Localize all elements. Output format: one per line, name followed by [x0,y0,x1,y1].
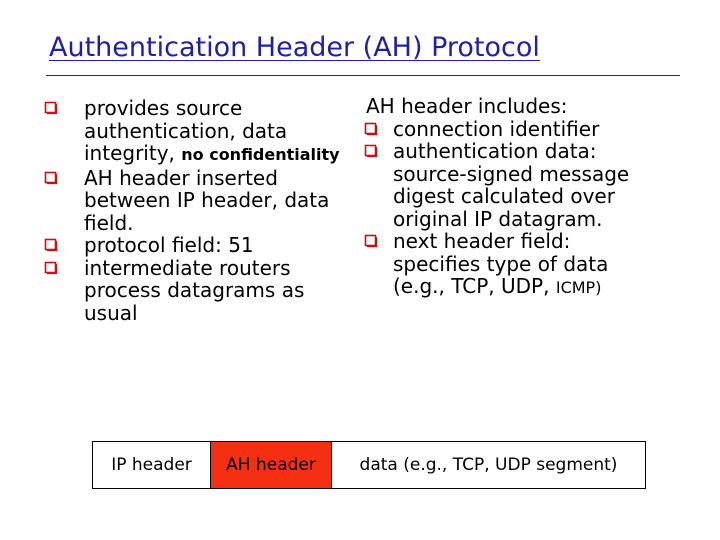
bullet-text: provides source authentication, data integrity, [84,96,288,165]
bullet-small-text: ICMP) [555,278,602,297]
bullet-icon [44,238,58,252]
ip-header-cell: IP header [93,442,211,488]
left-bullet-list [44,97,364,324]
bullet-text: intermediate routers process datagrams as usual [84,255,305,325]
bullet-icon [44,101,58,115]
datagram-diagram [92,441,646,489]
bullet-icon [44,261,58,275]
list-item [352,118,652,141]
bullet-emphasis: no confidentiality [181,145,340,164]
list-item [352,230,652,300]
list-item [352,140,652,230]
right-bullet-list [352,118,652,300]
list-item [44,167,364,235]
ah-header-cell: AH header [211,442,332,488]
title-divider [46,75,680,76]
list-item [44,257,364,325]
bullet-icon [364,122,378,136]
right-heading: AH header includes: [366,94,568,118]
data-cell: data (e.g., TCP, UDP segment) [359,455,618,475]
bullet-icon [44,171,58,185]
bullet-text: next header field: specifies type of data (e.g., TCP, UDP, [393,229,609,298]
bullet-icon [364,234,378,248]
bullet-text: protocol field: 51 [84,233,254,257]
list-item [44,97,364,167]
bullet-text: connection identifier [393,116,600,141]
bullet-text: authentication data: source-signed message digest calculated over original IP datagram. [393,139,630,231]
right-column [352,95,652,300]
left-column [44,97,364,324]
slide-title: Authentication Header (AH) Protocol [49,32,540,63]
bullet-text: AH header inserted between IP header, data field. [84,165,330,235]
list-item [44,234,364,257]
bullet-icon [364,144,378,158]
